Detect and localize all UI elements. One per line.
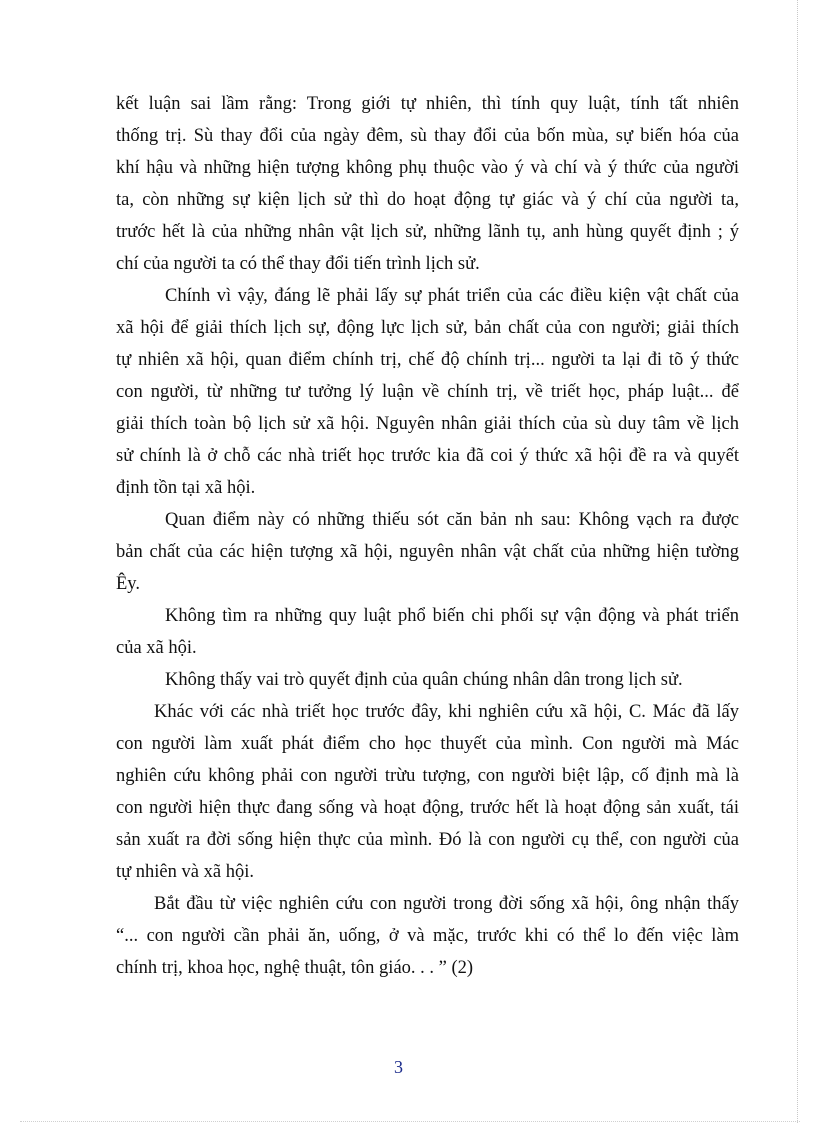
text-line: bản chất của các hiện tượng xã hội, nguyên nhân vật chất của những hiện tường [116,542,739,562]
text-line: khí hậu và những hiện tượng không phụ thuộc vào ý và chí và ý thức của người [116,158,739,178]
page-bottom-border [20,1121,800,1122]
text-line: thống trị. Sù thay đổi của ngày đêm, sù thay đổi của bốn mùa, sự biến hóa của [116,126,739,146]
text-line: Khác với các nhà triết học trước đây, khi nghiên cứu xã hội, C. Mác đã lấy [154,702,739,722]
text-line: tự nhiên và xã hội. [116,862,254,882]
text-line: xã hội để giải thích lịch sự, động lực lịch sử, bản chất của con người; giải thích [116,318,739,338]
text-line: trước hết là của những nhân vật lịch sử, những lãnh tụ, anh hùng quyết định ; ý [116,222,739,242]
text-line: con người, từ những tư tưởng lý luận về chính trị, về triết học, pháp luật... để [116,382,739,402]
text-line: Bắt đầu từ việc nghiên cứu con người trong đời sống xã hội, ông nhận thấy [154,894,739,914]
text-line: Êy. [116,574,140,594]
text-line: tự nhiên xã hội, quan điểm chính trị, chế độ chính trị... người ta lại đi tõ ý thức [116,350,739,370]
text-line: của xã hội. [116,638,197,658]
text-line: Chính vì vậy, đáng lẽ phải lấy sự phát triển của các điều kiện vật chất của [165,286,739,306]
page-number: 3 [394,1057,403,1077]
text-line: con người làm xuất phát điểm cho học thuyết của mình. Con người mà Mác [116,734,739,754]
text-line: kết luận sai lầm rằng: Trong giới tự nhiên, thì tính quy luật, tính tất nhiên [116,94,739,114]
text-line: con người hiện thực đang sống và hoạt động, trước hết là hoạt động sản xuất, tái [116,798,739,818]
text-line: sử chính là ở chỗ các nhà triết học trước kia đã coi ý thức xã hội đề ra và quyết [116,446,739,466]
text-line: giải thích toàn bộ lịch sử xã hội. Nguyên nhân giải thích của sù duy tâm về lịch [116,414,739,434]
text-line: sản xuất ra đời sống hiện thực của mình. Đó là con người cụ thể, con người của [116,830,739,850]
text-line: chí của người ta có thể thay đổi tiến trình lịch sử. [116,254,480,274]
text-line: Không thấy vai trò quyết định của quân chúng nhân dân trong lịch sử. [165,670,683,690]
text-line: Không tìm ra những quy luật phổ biến chi phối sự vận động và phát triển [165,606,739,626]
text-line: nghiên cứu không phải con người trừu tượng, con người biệt lập, cố định mà là [116,766,739,786]
text-line: ta, còn những sự kiện lịch sử thì do hoạt động tự giác và ý chí của người ta, [116,190,739,210]
document-body [116,88,739,984]
text-line: định tồn tại xã hội. [116,478,256,498]
text-line: chính trị, khoa học, nghệ thuật, tôn giáo. . . ” (2) [116,958,474,978]
text-line: “... con người cần phải ăn, uống, ở và mặc, trước khi có thể lo đến việc làm [116,926,739,946]
text-line: Quan điểm này có những thiếu sót căn bản nh sau: Không vạch ra được [165,510,739,530]
